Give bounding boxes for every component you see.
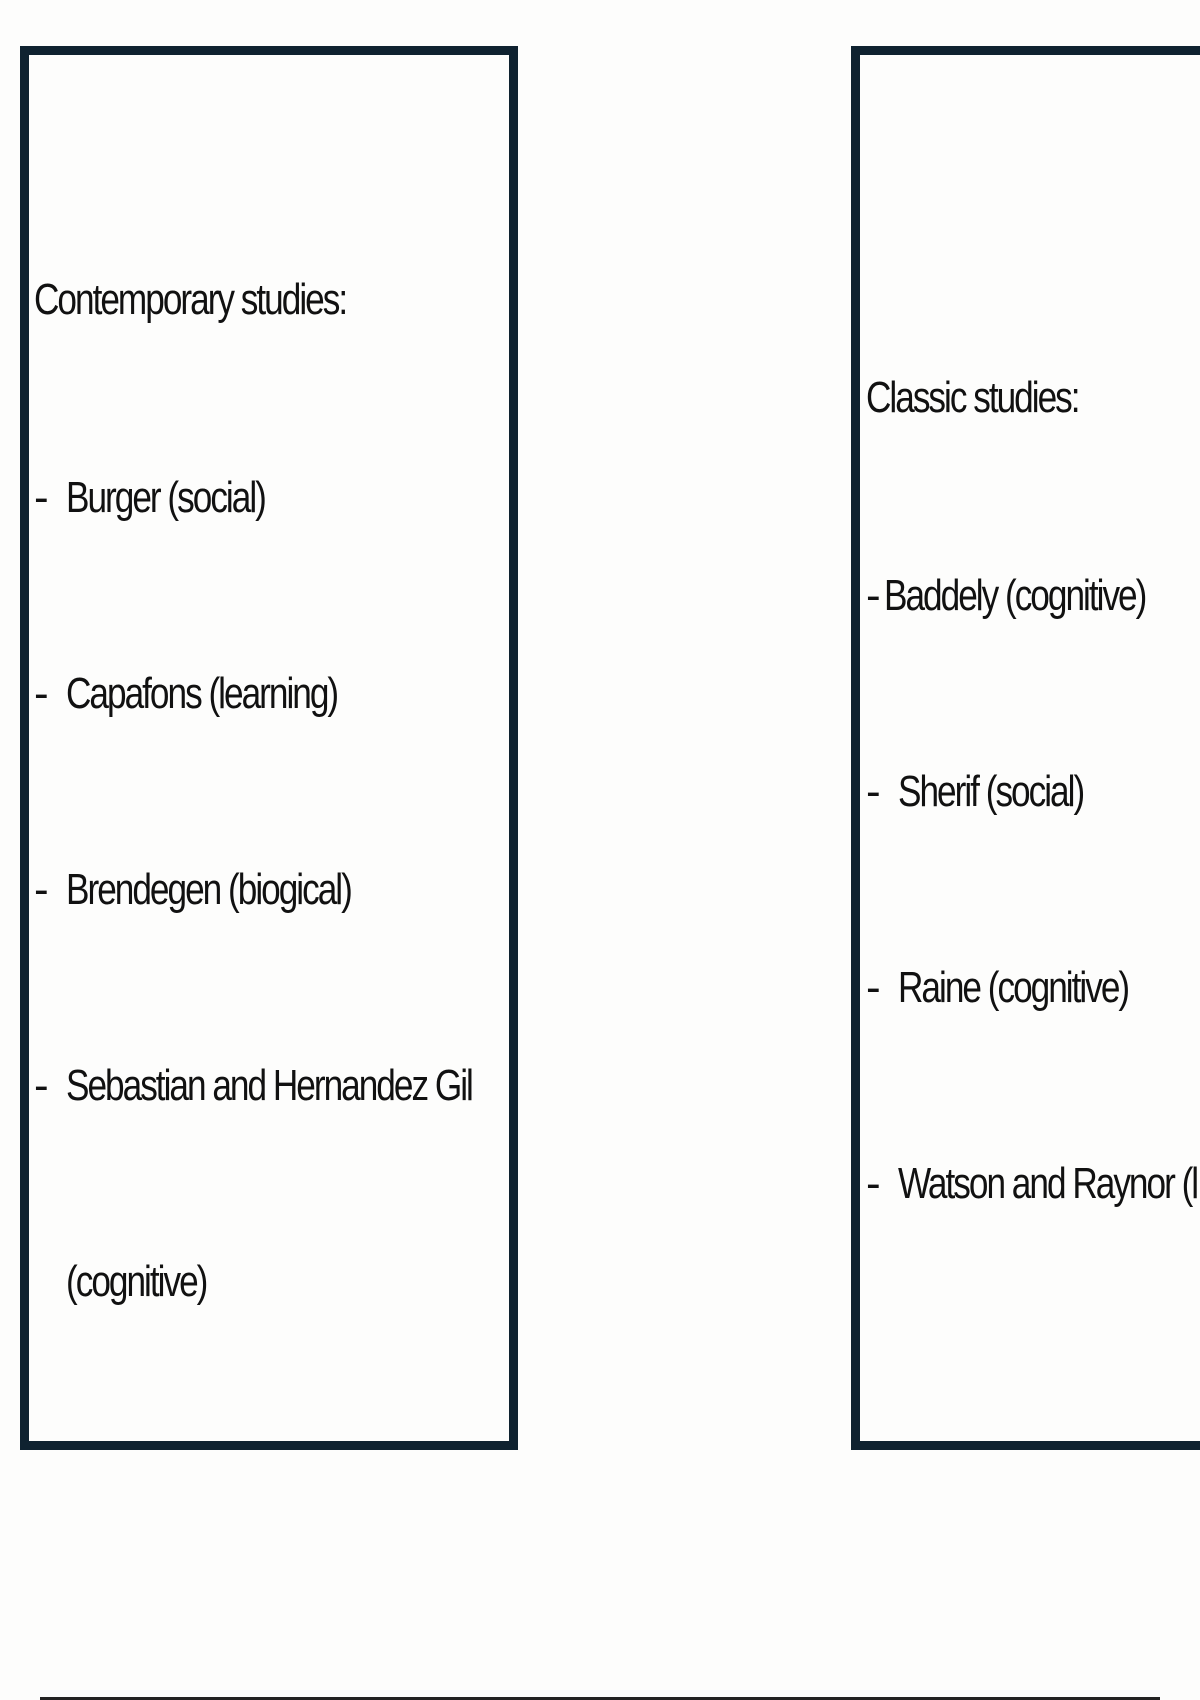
list-item-brendegen: Brendegen (biogical) (66, 865, 351, 914)
classic-studies-heading: Classic studies: (866, 373, 1079, 422)
list-bullet: - (866, 963, 881, 1012)
list-item-watson-raynor: Watson and Raynor (l (898, 1159, 1198, 1208)
list-item-burger: Burger (social) (66, 473, 265, 522)
list-item-continuation: (cognitive) (66, 1257, 207, 1306)
list-bullet: - (34, 865, 49, 914)
list-item-sherif: Sherif (social) (898, 767, 1084, 816)
list-bullet: - (34, 669, 49, 718)
list-bullet: - (866, 571, 881, 620)
list-bullet: - (34, 1061, 49, 1110)
list-item-baddely: Baddely (cognitive) (884, 571, 1146, 620)
classic-studies-box (851, 46, 1200, 1450)
list-item-sebastian-hernandez-gil: Sebastian and Hernandez Gil (66, 1061, 472, 1110)
list-bullet: - (866, 1159, 881, 1208)
list-item-raine: Raine (cognitive) (898, 963, 1129, 1012)
contemporary-studies-box (20, 46, 518, 1450)
list-bullet: - (34, 473, 49, 522)
list-bullet: - (866, 767, 881, 816)
list-item-capafons: Capafons (learning) (66, 669, 338, 718)
contemporary-studies-heading: Contemporary studies: (34, 275, 347, 324)
